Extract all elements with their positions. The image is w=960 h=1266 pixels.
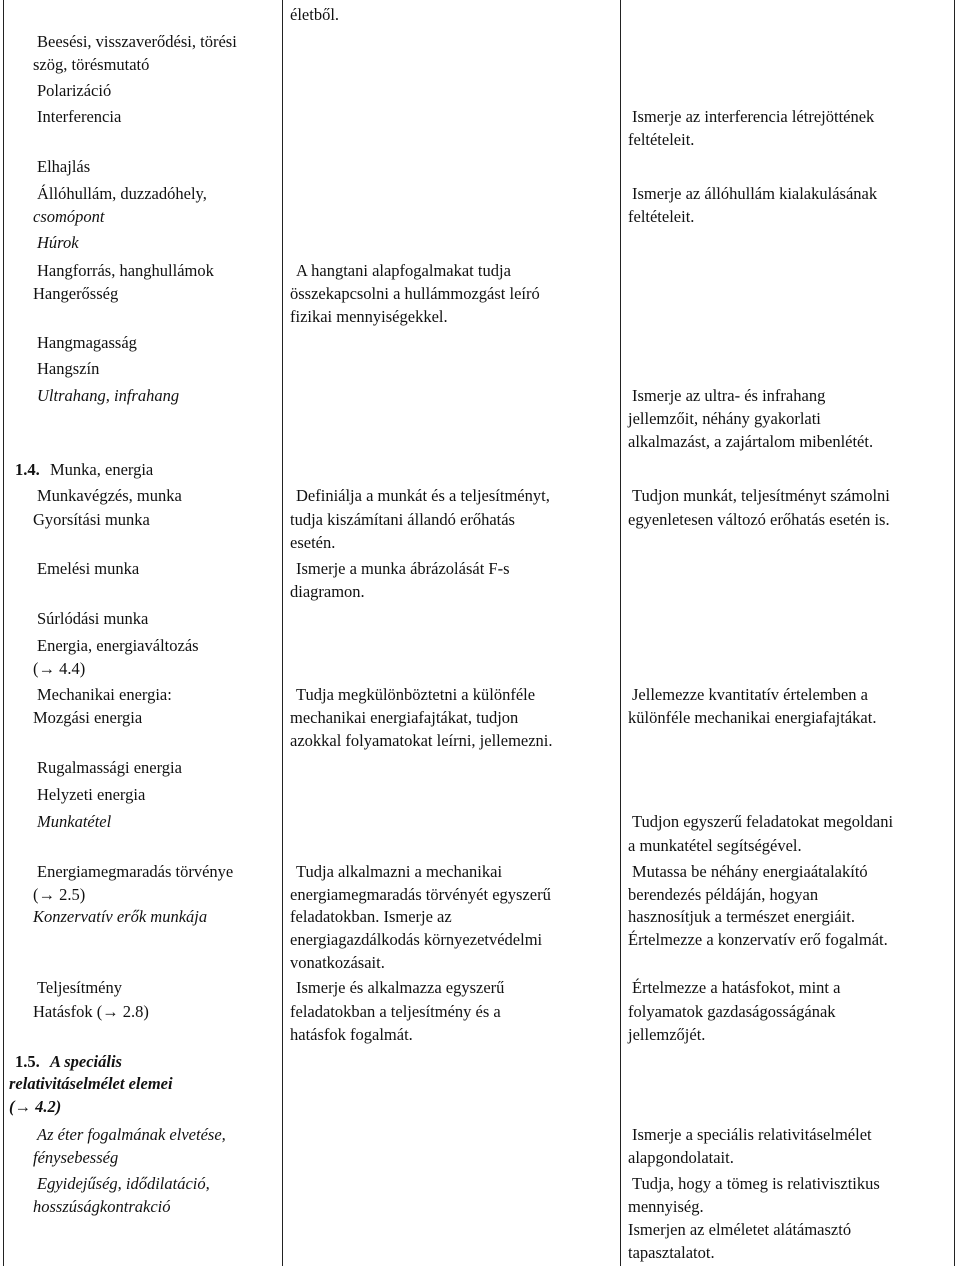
req-megkulonb-3: azokkal folyamatokat leírni, jellemezni. (290, 731, 553, 750)
topic-energia: Energia, energiaváltozás (37, 636, 199, 655)
req-abrazolas-2: diagramon. (290, 582, 365, 601)
topic-allohullam-cont: csomópont (33, 207, 105, 226)
adv-spec: Ismerje a speciális relativitáselmélet (632, 1125, 872, 1144)
adv-interf-2: feltételeit. (628, 130, 695, 149)
req-megkulonb-2: mechanikai energiafajtákat, tudjon (290, 708, 519, 727)
req-definialja-3: esetén. (290, 533, 336, 552)
req-definialja: Definiálja a munkát és a teljesítményt, (296, 486, 550, 505)
topic-munkavegzes: Munkavégzés, munka (37, 486, 182, 505)
topic-egyidejuseg-cont: hosszúságkontrakció (33, 1197, 171, 1216)
adv-hatasfok-2: folyamatok gazdaságosságának (628, 1002, 836, 1021)
adv-egyszeru: Tudjon egyszerű feladatokat megoldani (632, 812, 894, 831)
adv-tudjon-munkat-2: egyenletesen változó erőhatás esetén is. (628, 510, 890, 529)
section-title-spec-cont: relativitáselmélet elemei (9, 1074, 173, 1093)
table-border-left (3, 0, 4, 1266)
topic-mech-energia: Mechanikai energia: (37, 685, 172, 704)
adv-spec-2: alapgondolatait. (628, 1148, 734, 1167)
topic-energia-ref: (→ 4.4) (33, 659, 86, 678)
section-number-1-5: 1.5. (15, 1052, 40, 1071)
section-title-munka: Munka, energia (50, 460, 154, 479)
topic-rugalmassagi: Rugalmassági energia (37, 758, 182, 777)
adv-mutassa: Mutassa be néhány energiaátalakító (632, 862, 868, 881)
adv-egyszeru-2: a munkatétel segítségével. (628, 836, 802, 855)
adv-jellemezze: Jellemezze kvantitatív értelemben a (632, 685, 868, 704)
topic-teljesitmeny: Teljesítmény (37, 978, 122, 997)
topic-polarizacio: Polarizáció (37, 81, 112, 100)
req-alkalmazni-2: energiamegmaradás törvényét egyszerű (290, 885, 551, 904)
adv-mutassa-2: berendezés példáján, hogyan (628, 885, 819, 904)
req-hangtani: A hangtani alapfogalmakat tudja (296, 261, 511, 280)
section-title-spec: A speciális (50, 1052, 122, 1071)
topic-hatasfok: Hatásfok (→ 2.8) (33, 1002, 149, 1021)
topic-energiamegmaradas-ref: (→ 2.5) (33, 885, 86, 904)
topic-energiamegmaradas: Energiamegmaradás törvénye (37, 862, 234, 881)
req-eletbol: életből. (290, 5, 340, 24)
adv-ultra-2: jellemzőit, néhány gyakorlati (628, 409, 821, 428)
adv-mutassa-3: hasznosítjuk a természet energiáit. (628, 907, 855, 926)
req-ismerje-alk-2: feladatokban a teljesítmény és a (290, 1002, 501, 1021)
topic-elhajlas: Elhajlás (37, 157, 91, 176)
topic-beesesi-cont: szög, törésmutató (33, 55, 150, 74)
req-definialja-2: tudja kiszámítani állandó erőhatás (290, 510, 515, 529)
req-alkalmazni-4: energiagazdálkodás környezetvédelmi (290, 930, 543, 949)
req-hangtani-3: fizikai mennyiségekkel. (290, 307, 448, 326)
topic-hangerosseg: Hangerősség (33, 284, 119, 303)
req-hangtani-2: összekapcsolni a hullámmozgást leíró (290, 284, 540, 303)
topic-allohullam: Állóhullám, duzzadóhely, (37, 184, 207, 203)
table-border-right (954, 0, 955, 1266)
adv-mutassa-4: Értelmezze a konzervatív erő fogalmát. (628, 930, 888, 949)
req-ismerje-alk-3: hatásfok fogalmát. (290, 1025, 413, 1044)
topic-konzervativ: Konzervatív erők munkája (33, 907, 208, 926)
topic-mozgasi: Mozgási energia (33, 708, 143, 727)
adv-ultra: Ismerje az ultra- és infrahang (632, 386, 826, 405)
topic-interferencia: Interferencia (37, 107, 122, 126)
topic-hangszin: Hangszín (37, 359, 100, 378)
topic-munkatetel: Munkatétel (37, 812, 112, 831)
adv-jellemezze-2: különféle mechanikai energiafajtákat. (628, 708, 877, 727)
topic-beesesi: Beesési, visszaverődési, törési (37, 32, 237, 51)
adv-tudjon-munkat: Tudjon munkát, teljesítményt számolni (632, 486, 890, 505)
req-ismerje-alk: Ismerje és alkalmazza egyszerű (296, 978, 505, 997)
table-border-col2 (620, 0, 621, 1266)
topic-eter-cont: fénysebesség (33, 1148, 119, 1167)
table-border-col1 (282, 0, 283, 1266)
adv-elmelet: Ismerjen az elméletet alátámasztó (628, 1220, 852, 1239)
topic-helyzeti: Helyzeti energia (37, 785, 146, 804)
topic-ultrahang: Ultrahang, infrahang (37, 386, 180, 405)
topic-hurok: Húrok (37, 233, 79, 252)
adv-ultra-3: alkalmazást, a zajártalom mibenlétét. (628, 432, 874, 451)
adv-tomeg-2: mennyiség. (628, 1197, 704, 1216)
adv-allo: Ismerje az állóhullám kialakulásának (632, 184, 878, 203)
req-alkalmazni-5: vonatkozásait. (290, 953, 385, 972)
topic-hangmagassag: Hangmagasság (37, 333, 137, 352)
req-abrazolas: Ismerje a munka ábrázolását F-s (296, 559, 510, 578)
topic-eter: Az éter fogalmának elvetése, (37, 1125, 226, 1144)
adv-interf: Ismerje az interferencia létrejöttének (632, 107, 875, 126)
req-megkulonb: Tudja megkülönböztetni a különféle (296, 685, 536, 704)
topic-gyorsitasi: Gyorsítási munka (33, 510, 150, 529)
section-number-1-4: 1.4. (15, 460, 40, 479)
topic-hangforras: Hangforrás, hanghullámok (37, 261, 214, 280)
req-alkalmazni: Tudja alkalmazni a mechanikai (296, 862, 503, 881)
section-ref-spec: (→ 4.2) (9, 1097, 62, 1116)
req-alkalmazni-3: feladatokban. Ismerje az (290, 907, 452, 926)
adv-tomeg: Tudja, hogy a tömeg is relativisztikus (632, 1174, 880, 1193)
topic-egyidejuseg: Egyidejűség, idődilatáció, (37, 1174, 210, 1193)
adv-elmelet-2: tapasztalatot. (628, 1243, 715, 1262)
adv-allo-2: feltételeit. (628, 207, 695, 226)
topic-emelesi: Emelési munka (37, 559, 140, 578)
adv-hatasfok-3: jellemzőjét. (628, 1025, 706, 1044)
topic-surlodasi: Súrlódási munka (37, 609, 149, 628)
adv-hatasfok: Értelmezze a hatásfokot, mint a (632, 978, 841, 997)
